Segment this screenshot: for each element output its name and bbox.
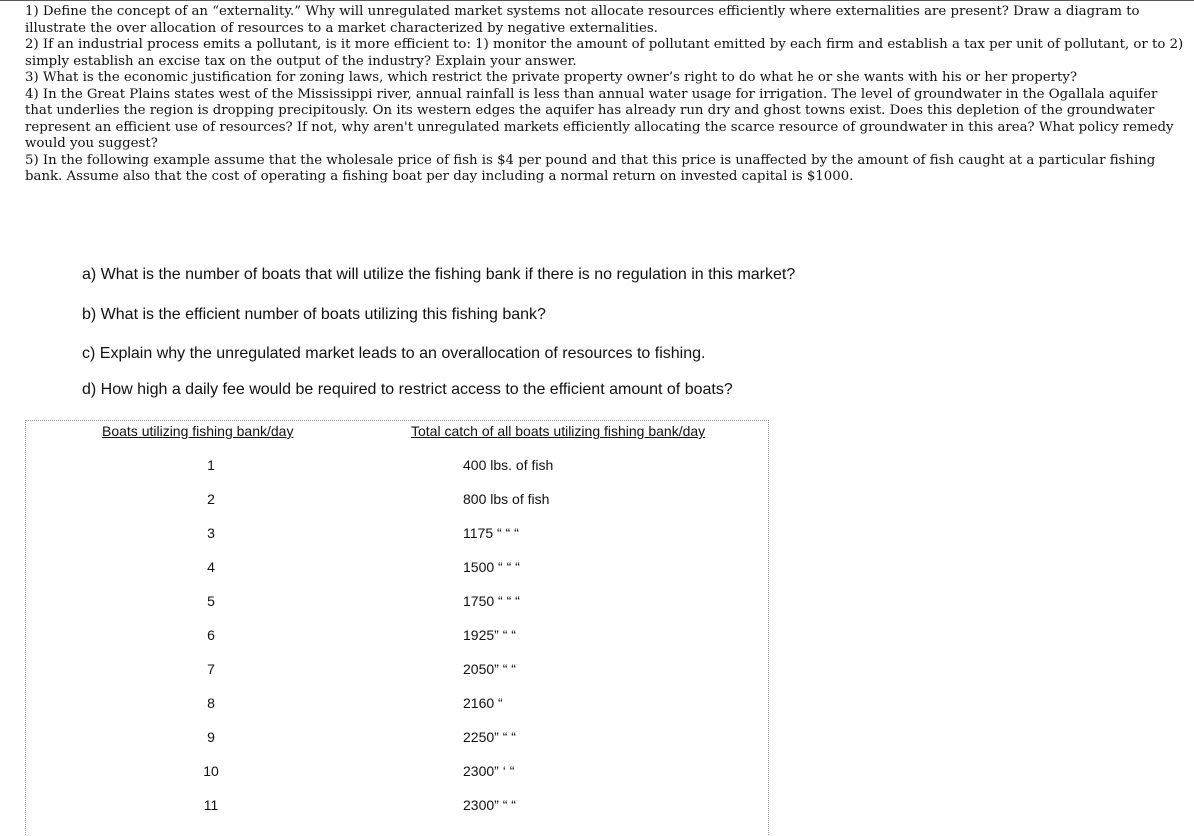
cell-total-catch: 2160 “ [463,695,503,711]
cell-boats: 2 [207,491,215,507]
cell-total-catch: 1925” “ “ [463,627,516,643]
fishing-table [25,420,769,836]
subquestion-a: a) What is the number of boats that will utilize the fishing bank if there is no regulation in this market? [82,266,796,283]
question-5: 5) In the following example assume that the wholesale price of fish is $4 per pound and that this price is unaffected by the amount of fish caught at a particular fishing bank. Assume also that the cost of operating a fishing boat per day including a normal return on invested capital is $1000. [25,152,1156,184]
question-1: 1) Define the concept of an “externality.” Why will unregulated market systems not allocate resources efficiently where externalities are present? Draw a diagram to illustrate the over allocation of resources to a market characterized by negative externalities. [25,4,1140,36]
cell-total-catch: 1175 “ “ “ [463,525,519,541]
cell-total-catch: 1500 “ “ “ [463,559,520,575]
subquestion-b: b) What is the efficient number of boats utilizing this fishing bank? [82,306,546,323]
top-rule [0,0,1194,1]
cell-boats: 6 [207,627,215,643]
cell-boats: 8 [207,695,215,711]
header-boats: Boats utilizing fishing bank/day [102,423,294,439]
cell-boats: 9 [207,729,215,745]
cell-boats: 11 [203,797,219,813]
subquestion-c: c) Explain why the unregulated market leads to an overallocation of resources to fishing. [82,345,706,362]
cell-total-catch: 2250” “ “ [463,729,516,745]
cell-boats: 3 [207,525,215,541]
cell-total-catch: 800 lbs of fish [463,491,550,507]
cell-boats: 7 [207,661,215,677]
cell-total-catch: 2300” “ “ [463,797,516,813]
cell-boats: 5 [207,593,215,609]
cell-boats: 4 [207,559,215,575]
cell-total-catch: 1750 “ “ “ [463,593,520,609]
subquestion-d: d) How high a daily fee would be required to restrict access to the efficient amount of boats? [82,381,733,398]
cell-total-catch: 2050” “ “ [463,661,516,677]
question-list [25,4,1187,186]
cell-total-catch: 400 lbs. of fish [463,457,554,473]
question-4: 4) In the Great Plains states west of the Mississippi river, annual rainfall is less than annual water usage for irrigation. The level of groundwater in the Ogallala aquifer that underlies the region is dropping precipitously. On its western edges the aquifer has already run dry and ghost towns exist. Does this depletion of the groundwater represent an efficient use of resources? If not, why aren't unregulated markets efficiently allocating the scarce resource of groundwater in this area? What policy remedy would you suggest? [25,86,1174,151]
header-total-catch: Total catch of all boats utilizing fishing bank/day [411,423,706,439]
cell-total-catch: 2300” ‘ “ [463,763,515,779]
cell-boats: 1 [207,457,215,473]
cell-boats: 10 [203,763,219,779]
question-2: 2) If an industrial process emits a pollutant, is it more efficient to: 1) monitor the amount of pollutant emitted by each firm and establish a tax per unit of pollutant, or to 2) simply establish an excise tax on the output of the industry? Explain your answer. [25,37,1184,69]
question-3: 3) What is the economic justification for zoning laws, which restrict the private property owner’s right to do what he or she wants with his or her property? [25,70,1078,85]
